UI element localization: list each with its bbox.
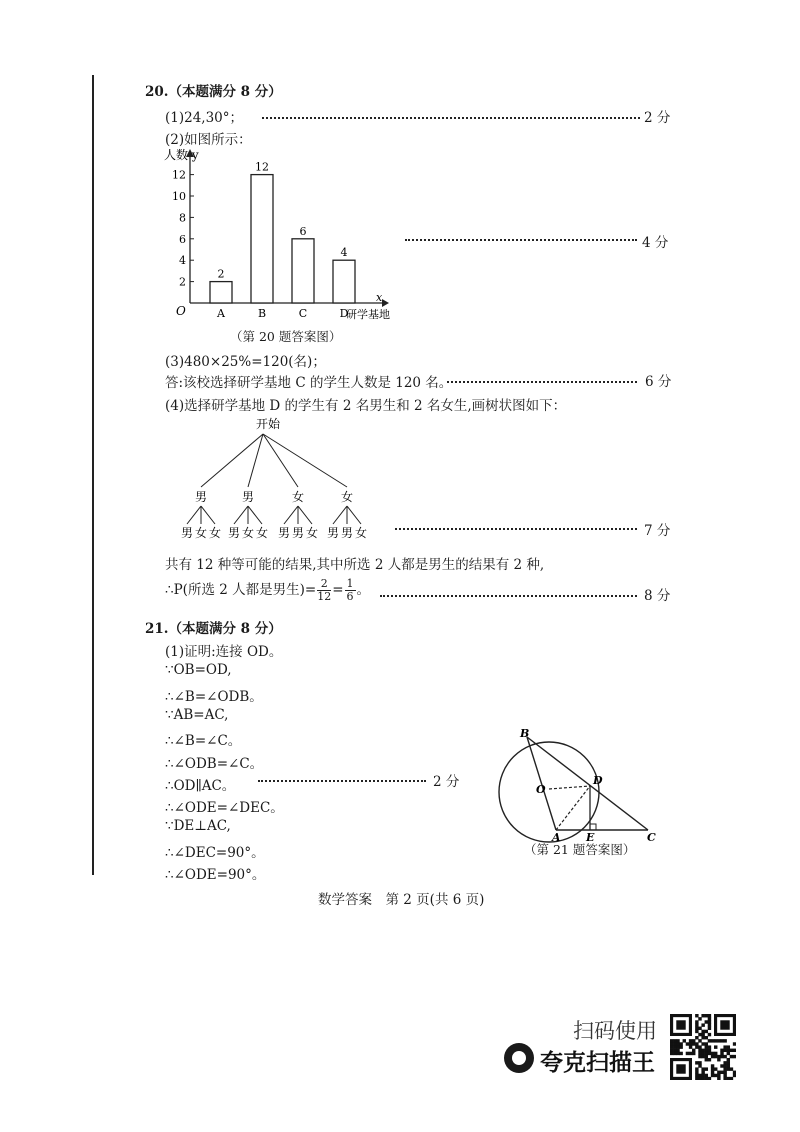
q20-figure-caption: （第 20 题答案图） (230, 329, 342, 344)
q20-probability (165, 578, 370, 603)
tree-branch (248, 506, 262, 524)
qr-module (670, 1052, 673, 1055)
qr-module (701, 1071, 704, 1074)
qr-module (723, 1064, 726, 1067)
tree-node-level2: 女 (194, 526, 208, 540)
q21-proof-line: ∴∠ODE=∠DEC。 (165, 800, 284, 817)
qr-module (673, 1039, 676, 1042)
qr-module (723, 1039, 726, 1042)
qr-module (698, 1049, 701, 1052)
label-o: O (536, 783, 546, 796)
qr-module (714, 1074, 717, 1077)
tree-branch (201, 434, 263, 487)
qr-module (692, 1052, 695, 1055)
qr-module (708, 1017, 711, 1020)
x-axis-title: 研学基地 (346, 308, 390, 321)
qr-module (730, 1077, 733, 1080)
label-b: B (520, 727, 530, 740)
qr-module (679, 1042, 682, 1045)
qr-module (720, 1071, 723, 1074)
qr-module (695, 1071, 698, 1074)
bar (251, 175, 273, 303)
frac-num: 2 (317, 578, 331, 591)
qr-module (723, 1055, 726, 1058)
qr-module (708, 1049, 711, 1052)
label-d: D (593, 774, 603, 787)
q21-proof-line: ∴OD∥AC。 (165, 777, 236, 794)
q21-proof-line: (1)证明:连接 OD。 (165, 644, 283, 660)
qr-module (686, 1052, 689, 1055)
qr-module (695, 1074, 698, 1077)
tree-root: 开始 (256, 417, 281, 431)
q21-figure-caption: （第 21 题答案图） (524, 842, 636, 857)
qr-module (689, 1052, 692, 1055)
dot-leader (405, 239, 637, 241)
qr-module (692, 1039, 695, 1042)
tree-branch (263, 434, 347, 487)
qr-module (698, 1061, 701, 1064)
q20-heading: 20.（本题满分 8 分） (145, 84, 282, 100)
dot-leader (258, 780, 426, 782)
q20-result: 共有 12 种等可能的结果,其中所选 2 人都是男生的结果有 2 种, (165, 557, 545, 573)
y-tick-label: 12 (172, 168, 186, 182)
qr-module (701, 1033, 704, 1036)
qr-module (698, 1074, 701, 1077)
q20-part2: (2)如图所示： (165, 132, 252, 148)
tree-node-level2: 女 (241, 526, 255, 540)
qr-module (701, 1030, 704, 1033)
qr-finder-core (676, 1064, 685, 1073)
y-tick-label: 2 (179, 275, 186, 289)
qr-module (733, 1055, 736, 1058)
prob-prefix: ∴P(所选 2 人都是男生)= (165, 582, 317, 598)
qr-module (717, 1055, 720, 1058)
qr-module (720, 1049, 723, 1052)
category-label: A (217, 307, 225, 320)
qr-module (698, 1017, 701, 1020)
qr-module (708, 1052, 711, 1055)
quark-logo-icon (504, 1043, 534, 1073)
qr-module (733, 1049, 736, 1052)
qr-module (708, 1045, 711, 1048)
qr-module (679, 1052, 682, 1055)
q20-prob-score: 8 分 (644, 588, 671, 604)
y-axis-label: 人数 y (164, 148, 199, 162)
qr-module (695, 1067, 698, 1070)
qr-module (723, 1061, 726, 1064)
qr-module (689, 1039, 692, 1042)
qr-module (727, 1061, 730, 1064)
qr-module (676, 1042, 679, 1045)
q20-part1: (1)24,30°； (165, 110, 244, 126)
qr-module (727, 1067, 730, 1070)
tree-node-level2: 女 (305, 526, 319, 540)
y-tick-label: 8 (179, 211, 186, 225)
tree-branch (347, 506, 361, 524)
qr-module (698, 1039, 701, 1042)
qr-module (673, 1052, 676, 1055)
qr-module (701, 1077, 704, 1080)
qr-module (711, 1071, 714, 1074)
qr-module (723, 1077, 726, 1080)
qr-module (733, 1074, 736, 1077)
qr-module (695, 1077, 698, 1080)
q21-heading: 21.（本题满分 8 分） (145, 621, 282, 637)
circle (499, 742, 599, 842)
frac-den: 6 (346, 590, 354, 603)
qr-module (705, 1074, 708, 1077)
category-label: D (339, 307, 349, 320)
qr-module (733, 1042, 736, 1045)
qr-module (714, 1039, 717, 1042)
qr-module (701, 1074, 704, 1077)
qr-module (717, 1071, 720, 1074)
qr-module (673, 1045, 676, 1048)
tree-node-level2: 女 (208, 526, 222, 540)
qr-module (705, 1042, 708, 1045)
qr-module (705, 1014, 708, 1017)
qr-module (686, 1042, 689, 1045)
q21-proof-line: ∵DE⊥AC, (165, 818, 231, 835)
qr-module (708, 1020, 711, 1023)
qr-module (727, 1077, 730, 1080)
bar-value-label: 12 (255, 160, 269, 174)
watermark-line2: 夸克扫描王 (540, 1050, 655, 1076)
qr-module (711, 1074, 714, 1077)
tree-branch (248, 434, 263, 487)
qr-module (727, 1058, 730, 1061)
qr-module (711, 1064, 714, 1067)
qr-module (676, 1049, 679, 1052)
bar (333, 260, 355, 303)
qr-module (679, 1045, 682, 1048)
qr-module (701, 1036, 704, 1039)
qr-module (698, 1052, 701, 1055)
qr-module (695, 1042, 698, 1045)
segment-ad (556, 786, 590, 830)
category-label: B (257, 307, 267, 320)
qr-module (727, 1045, 730, 1048)
margin-rule (92, 75, 94, 875)
tree-node-level2: 男 (340, 526, 354, 540)
qr-module (683, 1039, 686, 1042)
x-axis-arrow (382, 299, 389, 307)
qr-module (711, 1067, 714, 1070)
label-a: A (552, 831, 561, 844)
qr-module (708, 1023, 711, 1026)
qr-module (695, 1014, 698, 1017)
tree-diagram (160, 412, 390, 547)
qr-module (717, 1058, 720, 1061)
prob-end: 。 (356, 582, 371, 598)
dot-leader (395, 528, 637, 530)
qr-module (670, 1049, 673, 1052)
q20-part1-score: 2 分 (644, 110, 671, 126)
tree-node-level2: 女 (255, 526, 269, 540)
y-tick-label: 10 (172, 190, 186, 203)
qr-module (727, 1064, 730, 1067)
qr-module (695, 1061, 698, 1064)
qr-finder-core (720, 1020, 729, 1029)
label-c: C (647, 831, 656, 844)
qr-module (727, 1049, 730, 1052)
q20-tree-score: 7 分 (644, 523, 671, 539)
qr-module (714, 1055, 717, 1058)
tree-branch (284, 506, 298, 524)
qr-module (720, 1039, 723, 1042)
qr-module (698, 1033, 701, 1036)
bar-value-label: 6 (299, 224, 307, 238)
qr-module (701, 1052, 704, 1055)
bar (210, 282, 232, 303)
q20-part3-answer: 答:该校选择研学基地 C 的学生人数是 120 名。 (165, 375, 453, 391)
qr-module (730, 1067, 733, 1070)
qr-module (695, 1045, 698, 1048)
qr-module (692, 1049, 695, 1052)
tree-node-level2: 女 (354, 526, 368, 540)
qr-module (705, 1045, 708, 1048)
dot-leader (380, 595, 637, 597)
fraction-1-6 (345, 578, 356, 603)
q21-proof-line: ∴∠DEC=90°。 (165, 844, 265, 861)
qr-module (676, 1045, 679, 1048)
qr-module (698, 1077, 701, 1080)
qr-module (730, 1049, 733, 1052)
qr-module (673, 1049, 676, 1052)
tree-node-level1: 女 (291, 490, 305, 504)
qr-module (705, 1020, 708, 1023)
qr-module (670, 1045, 673, 1048)
qr-module (689, 1042, 692, 1045)
qr-module (723, 1067, 726, 1070)
tree-branch (333, 506, 347, 524)
qr-module (695, 1023, 698, 1026)
qr-module (711, 1055, 714, 1058)
qr-module (695, 1020, 698, 1023)
category-label: C (298, 307, 308, 320)
x-axis-label: x (376, 291, 383, 304)
qr-module (692, 1042, 695, 1045)
qr-module (708, 1077, 711, 1080)
qr-module (705, 1030, 708, 1033)
qr-module (705, 1067, 708, 1070)
tree-node-level2: 男 (326, 526, 340, 540)
qr-module (714, 1067, 717, 1070)
qr-module (723, 1074, 726, 1077)
tree-node-level1: 男 (241, 490, 255, 504)
q21-step-score: 2 分 (433, 774, 460, 790)
dot-leader (447, 381, 637, 383)
frac-num: 1 (346, 577, 354, 590)
qr-module (698, 1027, 701, 1030)
label-e: E (586, 831, 595, 844)
tree-branch (298, 506, 312, 524)
qr-module (676, 1039, 679, 1042)
qr-module (695, 1027, 698, 1030)
qr-module (701, 1023, 704, 1026)
qr-module (670, 1042, 673, 1045)
qr-module (714, 1045, 717, 1048)
tree-node-level1: 男 (194, 490, 208, 504)
qr-module (717, 1039, 720, 1042)
qr-module (720, 1055, 723, 1058)
qr-module (711, 1039, 714, 1042)
qr-code-icon (670, 1014, 736, 1080)
qr-module (720, 1052, 723, 1055)
qr-module (708, 1014, 711, 1017)
qr-module (676, 1052, 679, 1055)
qr-module (698, 1045, 701, 1048)
q21-proof-line: ∴∠ODE=90°。 (165, 867, 266, 883)
y-tick-label: 6 (179, 232, 186, 246)
qr-module (701, 1055, 704, 1058)
page-footer: 数学答案 第 2 页(共 6 页) (318, 892, 485, 908)
qr-module (705, 1055, 708, 1058)
qr-module (708, 1058, 711, 1061)
tree-branch (263, 434, 298, 487)
qr-module (708, 1039, 711, 1042)
q20-part3: (3)480×25%=120(名)； (165, 354, 326, 370)
qr-module (701, 1067, 704, 1070)
y-tick-label: 4 (179, 254, 186, 268)
tree-node-level2: 男 (277, 526, 291, 540)
right-angle-mark (590, 824, 596, 830)
qr-module (698, 1064, 701, 1067)
qr-module (717, 1074, 720, 1077)
tree-node-level2: 男 (180, 526, 194, 540)
tree-node-level2: 男 (227, 526, 241, 540)
qr-module (705, 1036, 708, 1039)
qr-module (727, 1052, 730, 1055)
qr-module (705, 1052, 708, 1055)
qr-module (730, 1055, 733, 1058)
fraction-2-12 (317, 578, 331, 603)
segment-od (549, 786, 590, 789)
qr-module (708, 1033, 711, 1036)
bar-value-label: 4 (340, 246, 348, 260)
qr-module (689, 1045, 692, 1048)
qr-module (695, 1036, 698, 1039)
qr-module (701, 1049, 704, 1052)
q21-proof-line: ∵OB=OD, (165, 662, 232, 679)
qr-module (708, 1027, 711, 1030)
qr-module (705, 1058, 708, 1061)
qr-module (695, 1030, 698, 1033)
qr-module (720, 1064, 723, 1067)
qr-finder-core (676, 1020, 685, 1029)
tree-node-level1: 女 (340, 490, 354, 504)
qr-module (733, 1071, 736, 1074)
bar-value-label: 2 (217, 267, 225, 281)
frac-den: 12 (317, 590, 332, 603)
qr-module (698, 1055, 701, 1058)
q21-proof-line: ∴∠B=∠C。 (165, 733, 242, 750)
dot-leader (262, 117, 640, 119)
qr-module (723, 1071, 726, 1074)
q21-proof-line: ∴∠B=∠ODB。 (165, 688, 263, 705)
qr-module (717, 1077, 720, 1080)
bar-chart (160, 145, 410, 325)
watermark-line1: 扫码使用 (573, 1019, 657, 1043)
qr-module (705, 1049, 708, 1052)
q20-chart-score: 4 分 (642, 235, 669, 251)
q20-part3-score: 6 分 (645, 374, 672, 390)
tree-branch (234, 506, 248, 524)
q21-proof-line: ∵AB=AC, (165, 706, 229, 723)
q21-proof-line: ∴∠ODB=∠C。 (165, 755, 264, 772)
qr-module (670, 1039, 673, 1042)
qr-module (723, 1045, 726, 1048)
tree-branch (201, 506, 215, 524)
tree-node-level2: 男 (291, 526, 305, 540)
qr-module (723, 1049, 726, 1052)
q20-part4: (4)选择研学基地 D 的学生有 2 名男生和 2 名女生,画树状图如下： (165, 398, 567, 414)
bar (292, 239, 314, 303)
prob-equals: = (332, 582, 344, 598)
qr-module (705, 1077, 708, 1080)
qr-module (673, 1042, 676, 1045)
qr-module (711, 1052, 714, 1055)
origin-label: O (176, 304, 186, 318)
tree-branch (187, 506, 201, 524)
qr-module (701, 1014, 704, 1017)
qr-module (714, 1052, 717, 1055)
qr-module (701, 1042, 704, 1045)
